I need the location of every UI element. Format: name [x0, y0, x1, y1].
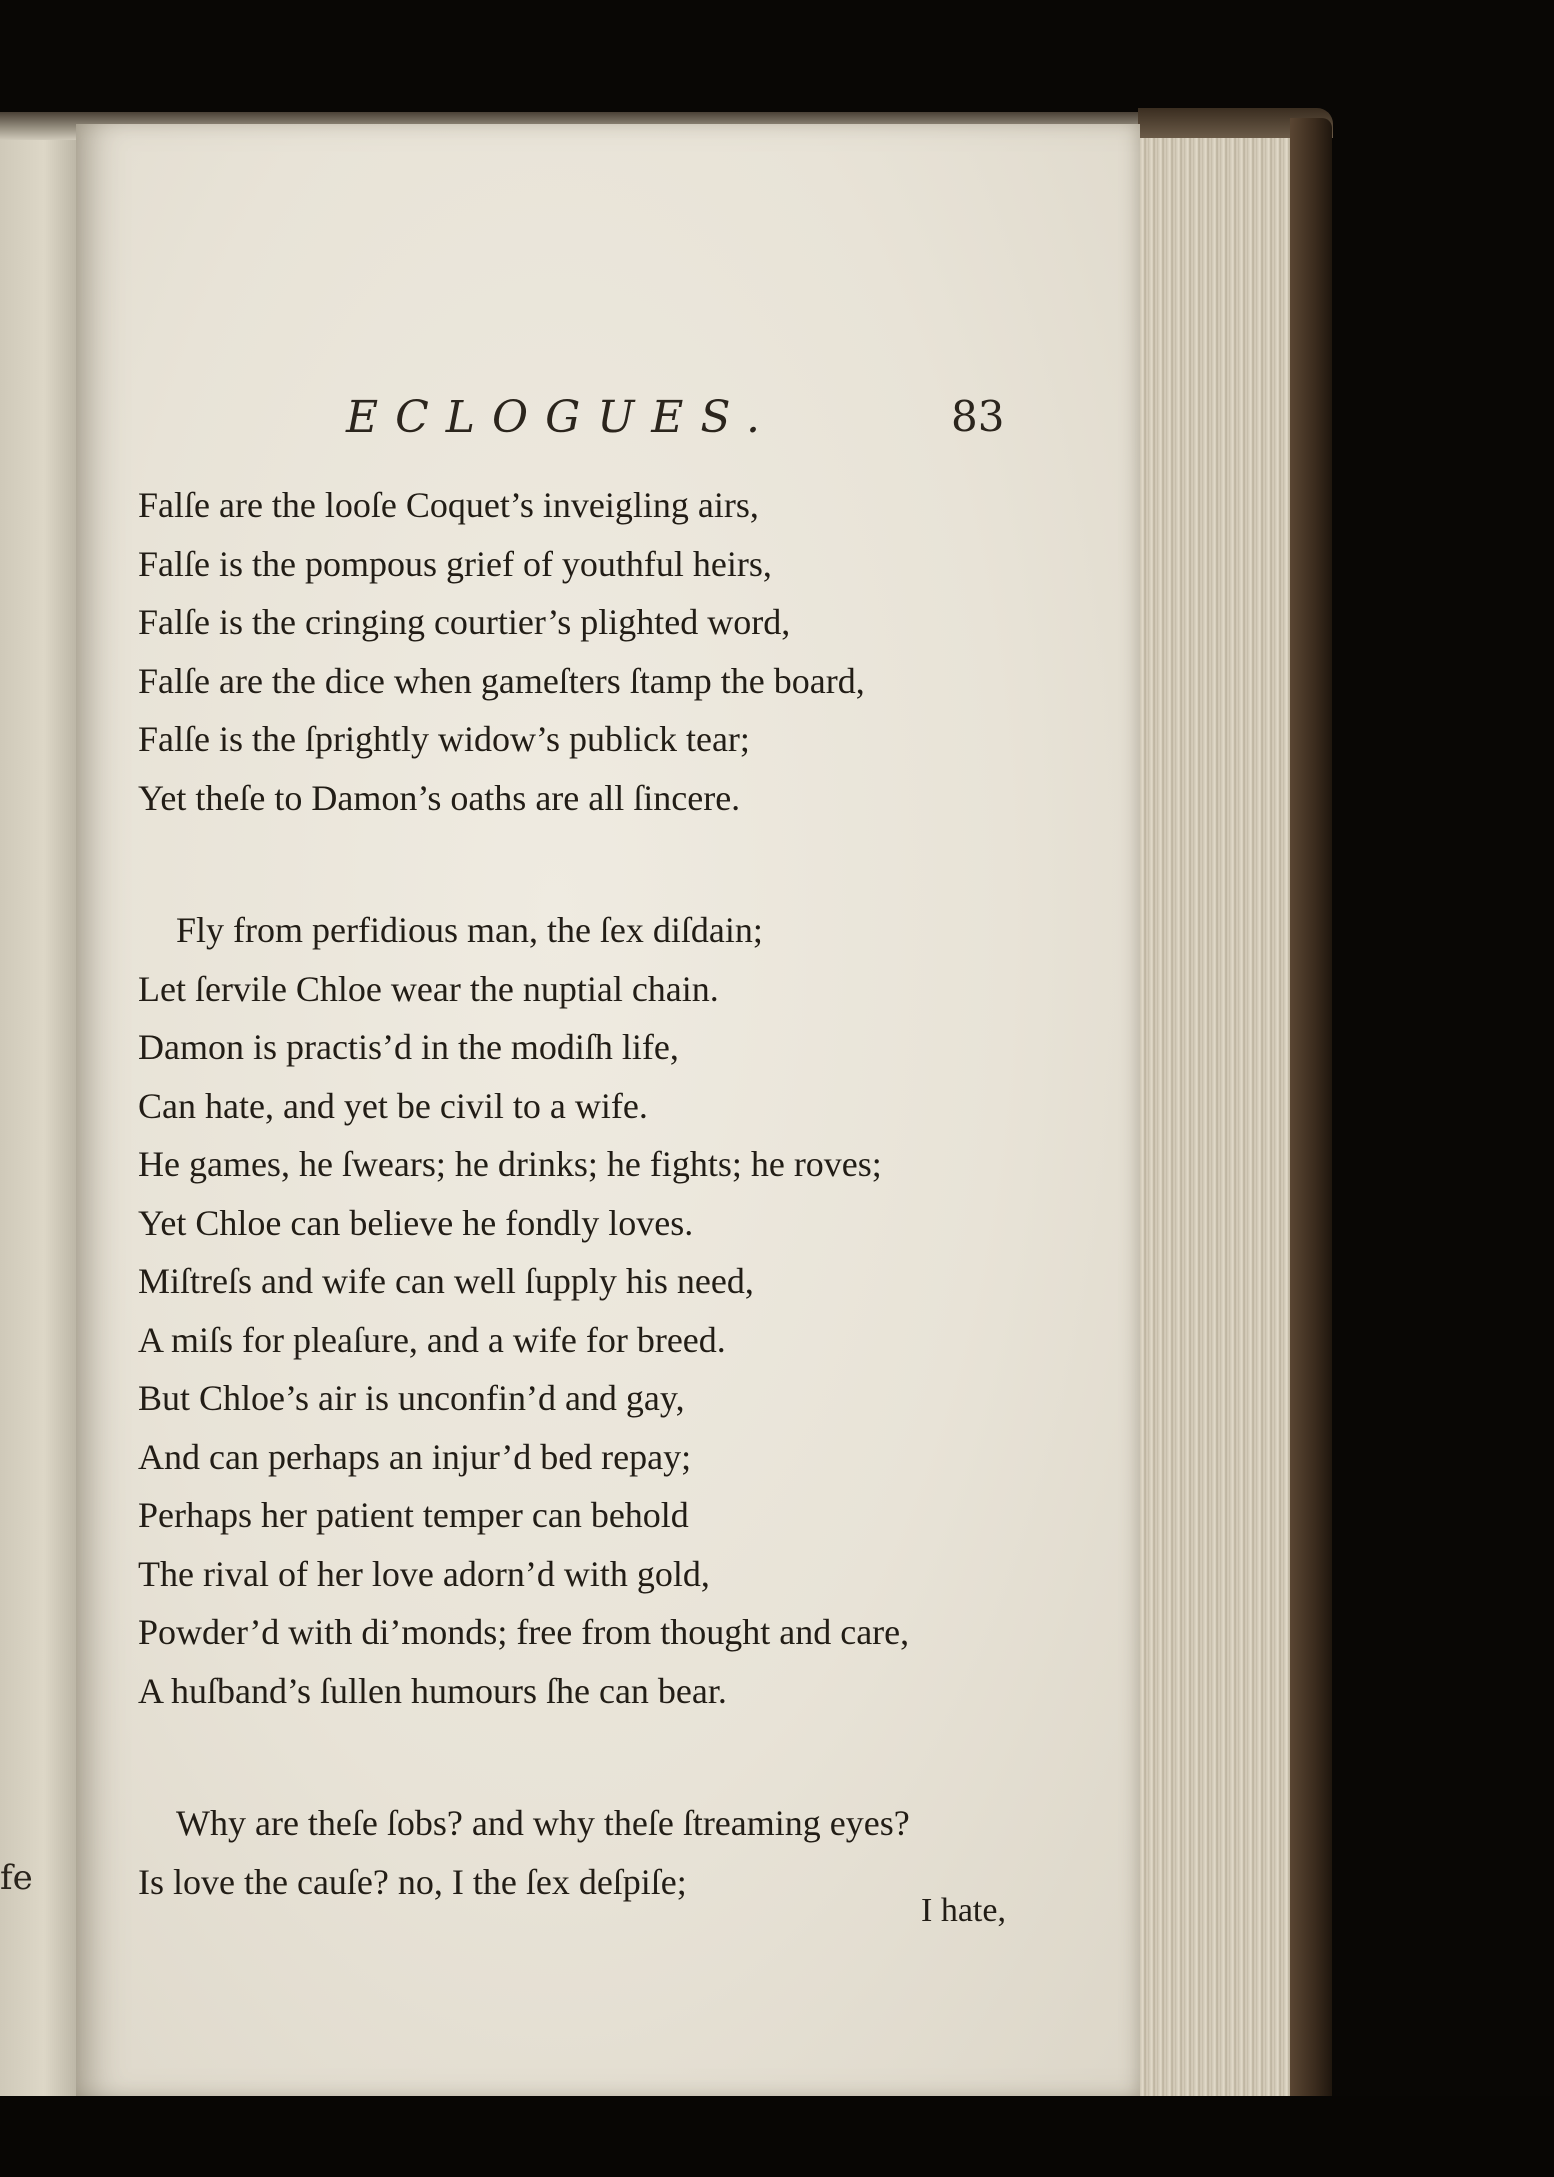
poem-line: Perhaps her patient temper can behold [138, 1495, 689, 1535]
book-page [76, 124, 1140, 2096]
poem-line: Miſtreſs and wife can well ſupply his need, [138, 1261, 754, 1301]
page-block-edges [1138, 110, 1295, 2105]
poem-line: Falſe are the dice when gameſters ſtamp the board, [138, 660, 865, 701]
poem-line: And can perhaps an injur’d bed repay; [138, 1436, 692, 1477]
catchword: I hate, [921, 1892, 1006, 1929]
poem-line: A huſband’s ſullen humours ſhe can bear. [138, 1670, 727, 1711]
poem-line: Let ſervile Chloe wear the nuptial chain. [138, 968, 719, 1009]
poem-line: Fly from perfidious man, the ſex diſdain; [176, 910, 763, 950]
stanza [138, 476, 1098, 827]
book-cover-edge [1290, 118, 1332, 2108]
poem-line: Powder’d with di’monds; free from thought and care, [138, 1612, 910, 1652]
poem-line: Yet theſe to Damon’s oaths are all ſincere. [138, 777, 741, 818]
poem-line: He games, he ſwears; he drinks; he fights; he roves; [138, 1144, 882, 1184]
previous-page-edge [0, 118, 82, 2100]
poem-line: Can hate, and yet be civil to a wife. [138, 1085, 648, 1126]
previous-page-text-fragment: fe [0, 1858, 33, 1898]
background-bottom [0, 2096, 1554, 2177]
poem-line: Yet Chloe can believe he fondly loves. [138, 1202, 694, 1243]
poem-line: Falſe is the ſprightly widow’s publick tear; [138, 719, 750, 759]
poem-line: But Chloe’s air is unconfin’d and gay, [138, 1378, 685, 1418]
stanza-break [138, 1720, 1098, 1794]
stanza-break [138, 827, 1098, 901]
poem-line: Damon is practis’d in the modiſh life, [138, 1027, 679, 1067]
poem-line: Falſe is the cringing courtier’s plighted word, [138, 602, 791, 642]
stanza [138, 901, 1098, 1720]
poem-line: The rival of her love adorn’d with gold, [138, 1553, 710, 1594]
poem-line: Falſe are the looſe Coquet’s inveigling airs, [138, 485, 759, 525]
poem-line: Falſe is the pompous grief of youthful heirs, [138, 543, 772, 584]
running-title: ECLOGUES. [346, 392, 777, 443]
page-number: 83 [951, 392, 1005, 441]
poem-line: A miſs for pleaſure, and a wife for breed. [138, 1319, 726, 1360]
poem-text [138, 476, 1098, 1911]
page-header [76, 392, 1140, 462]
poem-line: Is love the cauſe? no, I the ſex deſpiſe; [138, 1861, 687, 1902]
poem-line: Why are theſe ſobs? and why theſe ſtreaming eyes? [176, 1803, 910, 1843]
